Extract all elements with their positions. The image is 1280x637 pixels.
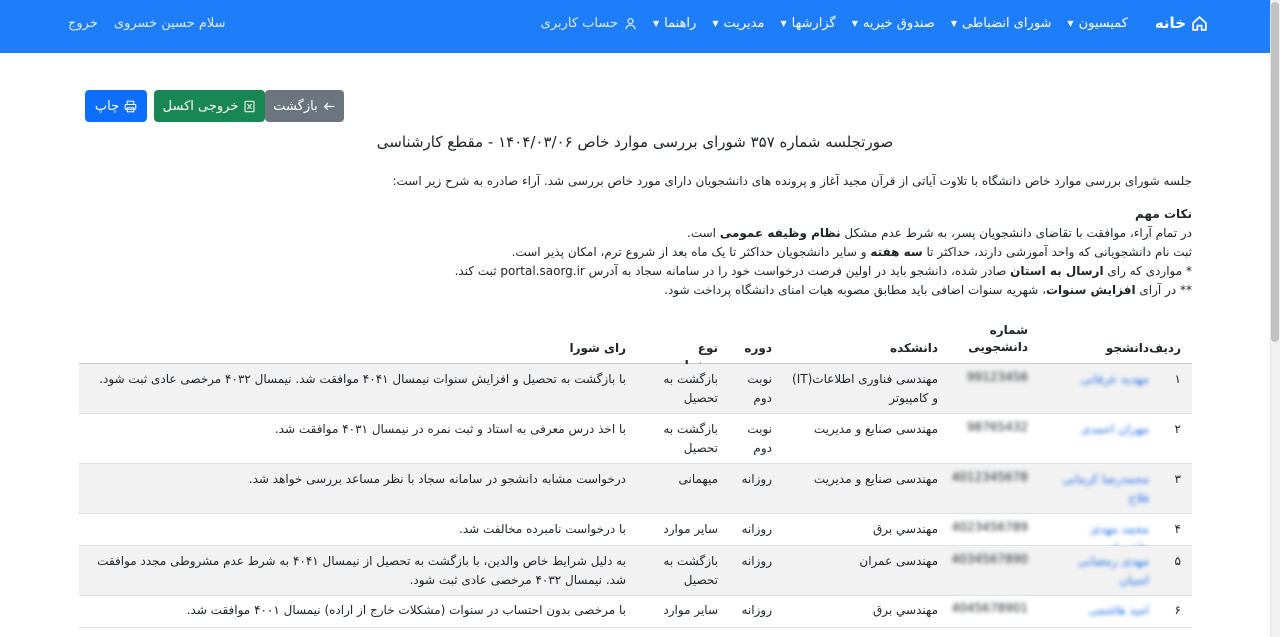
- nav-home-label: خانه: [1154, 14, 1186, 32]
- print-button[interactable]: [85, 90, 147, 122]
- nav-item-label: مدیریت: [723, 16, 765, 31]
- cell-dore: نوبت دوم: [747, 422, 772, 455]
- cell-student-number: 4023456789: [951, 520, 1028, 534]
- cell-faculty: مهندسی عمران: [859, 554, 938, 568]
- cell-student-number: 99123456: [966, 370, 1028, 384]
- cell-dore: روزانه: [741, 603, 772, 617]
- home-icon: [1191, 15, 1208, 32]
- cell-request-type: سایر موارد: [663, 603, 718, 617]
- note-text: ثبت نام دانشجویانی که واحد آموزشی دارند، حداکثر تا: [922, 245, 1192, 259]
- page-title: صورتجلسه شماره ۳۵۷ شورای بررسی موارد خاص ۱۴۰۴/۰۳/۰۶ - مقطع کارشناسی: [376, 133, 894, 151]
- top-navbar: [0, 0, 1270, 53]
- excel-button-label: خروجی اکسل: [162, 98, 239, 114]
- cell-faculty: مهندسي برق: [872, 522, 938, 536]
- table-row: [79, 546, 1192, 596]
- header-faculty: دانشکده: [890, 341, 938, 355]
- table-row: [79, 514, 1192, 546]
- nav-menu: [541, 16, 1128, 31]
- table-row: [79, 414, 1192, 464]
- cell-request-type: بازگشت به تحصیل: [663, 422, 718, 455]
- cell-request-type: سایر موارد: [663, 522, 718, 536]
- header-dore: دوره: [744, 341, 772, 355]
- nav-item-management[interactable]: [712, 16, 764, 31]
- cell-request-type: بازگشت به تحصیل: [663, 554, 718, 587]
- note-line-2: [455, 243, 1192, 262]
- note-bold: افزایش سنوات: [1045, 283, 1136, 297]
- cell-council-vote: با بازگشت به تحصیل و افزایش سنوات نیمسال ۴۰۴۱ موافقت شد. نیمسال ۴۰۳۲ مرخصی عادی ثبت شود.: [99, 372, 626, 386]
- nav-item-commission[interactable]: [1067, 16, 1128, 31]
- cell-student-number: 4034567890: [951, 552, 1028, 566]
- cell-radif: ۶: [1174, 603, 1181, 617]
- note-bold: نظام وظیفه عمومی: [719, 226, 841, 240]
- cell-student-number: 4012345678: [951, 470, 1028, 484]
- student-link[interactable]: محمد مهدی: [1090, 522, 1149, 536]
- nav-item-reports[interactable]: [780, 16, 835, 31]
- note-bold: ارسال به استان: [1010, 264, 1104, 278]
- cell-radif: ۲: [1174, 422, 1181, 436]
- caret-down-icon: ▼: [653, 19, 660, 28]
- cell-faculty: مهندسی صنایع و مدیریت: [813, 422, 938, 436]
- note-text: در تمام آراء، موافقت با تقاضای دانشجویان پسر، به شرط عدم مشکل: [840, 226, 1192, 240]
- table-row: [79, 464, 1192, 514]
- header-student: دانشجو: [1105, 341, 1149, 355]
- scrollbar-thumb[interactable]: [1271, 2, 1279, 342]
- header-request-type: نوع: [697, 341, 718, 355]
- printer-icon: [124, 100, 137, 113]
- nav-account-label: حساب کاربری: [540, 16, 619, 31]
- cell-faculty: مهندسی فناوری اطلاعات(IT) و کامپیوتر: [792, 372, 938, 405]
- header-radif: ردیف: [1149, 341, 1181, 355]
- student-link[interactable]: محمدرضا کرمانی فلاح: [1062, 472, 1149, 505]
- excel-file-icon: [243, 100, 256, 113]
- cell-dore: نوبت دوم: [747, 372, 772, 405]
- nav-home[interactable]: [1155, 14, 1208, 32]
- cell-faculty: مهندسي برق: [872, 603, 938, 617]
- cell-dore: روزانه: [741, 554, 772, 568]
- print-button-label: چاپ: [94, 98, 120, 114]
- note-text: * مواردی که رای: [1103, 264, 1192, 278]
- note-line-1: [455, 224, 1192, 243]
- caret-down-icon: ▼: [950, 19, 958, 28]
- decisions-table: [79, 318, 1192, 628]
- cell-council-vote: با مرخصی بدون احتساب در سنوات (مشکلات خارج از اراده) نیمسال ۴۰۰۱ موافقت شد.: [186, 603, 626, 617]
- note-text: است.: [687, 226, 720, 240]
- vertical-scrollbar[interactable]: [1270, 0, 1280, 637]
- note-text: ** در آرای: [1135, 283, 1192, 297]
- nav-item-label: صندوق خیریه: [862, 16, 935, 31]
- cell-council-vote: به دلیل شرایط خاص والدین، با بازگشت به تحصیل از نیمسال ۴۰۴۱ به شرط عدم مشروطی مجدد موافقت شد. نیمسال ۴۰۳۲ مرخصی عادی ثبت شود.: [97, 554, 626, 587]
- table-header: [79, 318, 1192, 364]
- student-link[interactable]: مهران احمدی: [1081, 422, 1149, 436]
- note-line-4: [455, 281, 1192, 300]
- note-text: صادر شده، دانشجو باید در اولین فرصت درخواست خود را در سامانه سجاد به آدرس portal.saorg.ir ثبت کند.: [454, 264, 1011, 278]
- cell-student-number: 4045678901: [951, 601, 1028, 615]
- nav-item-disciplinary[interactable]: [951, 16, 1052, 31]
- important-notes: [455, 205, 1192, 300]
- nav-item-label: راهنما: [664, 16, 697, 31]
- note-text: ، شهریه سنوات اضافی باید مطابق مصوبه هیات امنای دانشگاه پرداخت شود.: [664, 283, 1046, 297]
- header-student-number: شماره دانشجویی: [968, 323, 1028, 354]
- arrow-left-icon: [323, 100, 336, 113]
- header-council-vote: رای شورا: [569, 341, 626, 355]
- nav-account[interactable]: [541, 16, 637, 31]
- caret-down-icon: ▼: [851, 19, 858, 28]
- note-text: و سایر دانشجویان حداکثر تا یک ماه بعد از شروع ترم، امکان پذیر است.: [511, 245, 871, 259]
- nav-item-charity[interactable]: [852, 16, 935, 31]
- caret-down-icon: ▼: [1067, 19, 1074, 28]
- nav-user-area: [68, 16, 226, 31]
- student-link[interactable]: امید هاشمی: [1088, 603, 1149, 617]
- intro-paragraph: جلسه شورای بررسی موارد خاص دانشگاه با تلاوت آیاتی از قرآن مجید آغاز و پرونده های دانشجویان دارای مورد خاص بررسی شد. آراء صادره به شرح زیر است:: [392, 174, 1192, 188]
- cell-radif: ۴: [1174, 522, 1181, 536]
- student-link[interactable]: مهدی رمضانی اسیان: [1077, 554, 1149, 587]
- caret-down-icon: ▼: [780, 19, 787, 28]
- cell-student-number: 98765432: [966, 420, 1028, 434]
- cell-radif: ۱: [1174, 372, 1181, 386]
- logout-link[interactable]: خروج: [68, 16, 98, 31]
- student-link[interactable]: مهدیه عرفانی: [1080, 372, 1149, 386]
- cell-council-vote: با درخواست نامبرده مخالفت شد.: [459, 522, 626, 536]
- note-bold: سه هفته: [870, 245, 923, 259]
- note-line-3: [455, 262, 1192, 281]
- nav-item-label: کمیسیون: [1078, 16, 1128, 31]
- cell-request-type: بازگشت به تحصیل: [663, 372, 718, 405]
- table-row: [79, 596, 1192, 628]
- cell-dore: روزانه: [741, 472, 772, 486]
- excel-export-button[interactable]: [154, 90, 265, 122]
- nav-item-label: شورای انضباطی: [962, 16, 1052, 31]
- nav-item-help[interactable]: [653, 16, 696, 31]
- cell-faculty: مهندسی صنایع و مدیریت: [813, 472, 938, 486]
- nav-item-label: گزارشها: [791, 16, 836, 31]
- back-button-label: بازگشت: [273, 98, 318, 114]
- cell-council-vote: درخواست مشابه دانشجو در سامانه سجاد با نظر مساعد بررسی خواهد شد.: [248, 472, 626, 486]
- cell-radif: ۳: [1174, 472, 1181, 486]
- cell-dore: روزانه: [741, 522, 772, 536]
- back-button[interactable]: [265, 90, 344, 122]
- cell-radif: ۵: [1174, 554, 1181, 568]
- table-row: [79, 364, 1192, 414]
- greeting-text: سلام حسین خسروی: [113, 16, 226, 31]
- notes-heading: نکات مهم: [1135, 207, 1192, 221]
- caret-down-icon: ▼: [712, 19, 719, 28]
- cell-council-vote: با اخذ درس معرفی به استاد و ثبت نمره در نیمسال ۴۰۳۱ موافقت شد.: [274, 422, 626, 436]
- user-icon: [624, 17, 637, 30]
- cell-request-type: میهمانی: [678, 472, 718, 486]
